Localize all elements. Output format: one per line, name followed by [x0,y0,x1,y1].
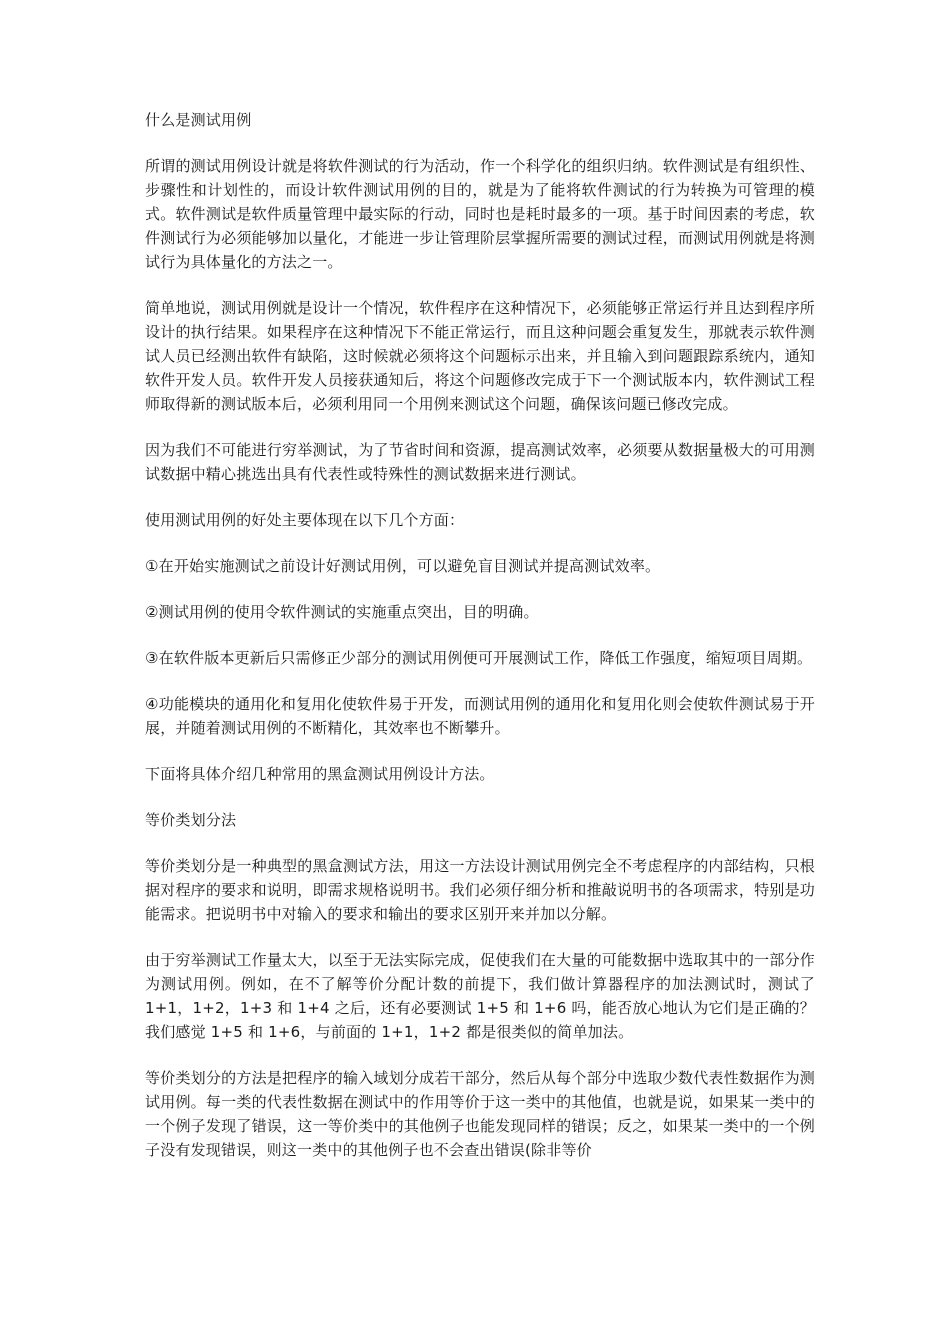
list-item-benefit-2: ②测试用例的使用令软件测试的实施重点突出，目的明确。 [145,603,539,621]
paragraph-simple-explanation: 简单地说，测试用例就是设计一个情况，软件程序在这种情况下，必须能够正常运行并且达到程序所设计的执行结果。如果程序在这种情况下不能正常运行，而且这种问题会重复发生，那就表示软件测试人员已经测出软件有缺陷，这时候就必须将这个问题标示出来，并且输入到问题跟踪系统内，通知软件开发人员。软件开发人员接获通知后，将这个问题修改完成于下一个测试版本内，软件测试工程师取得新的测试版本后，必须利用同一个用例来测试这个问题，确保该问题已修改完成。 [145,299,815,413]
paragraph-equivalence-definition: 等价类划分是一种典型的黑盒测试方法，用这一方法设计测试用例完全不考虑程序的内部结构，只根据对程序的要求和说明，即需求规格说明书。我们必须仔细分析和推敲说明书的各项需求，特别是功能需求。把说明书中对输入的要求和输出的要求区别开来并加以分解。 [145,857,815,923]
paragraph-benefits-intro: 使用测试用例的好处主要体现在以下几个方面： [145,511,465,529]
list-item-benefit-3: ③在软件版本更新后只需修正少部分的测试用例便可开展测试工作，降低工作强度，缩短项目周期。 [145,649,813,667]
paragraph-methods-intro: 下面将具体介绍几种常用的黑盒测试用例设计方法。 [145,765,495,783]
list-item-benefit-1: ①在开始实施测试之前设计好测试用例，可以避免盲目测试并提高测试效率。 [145,557,661,575]
paragraph-definition: 所谓的测试用例设计就是将软件测试的行为活动，作一个科学化的组织归纳。软件测试是有组织性、步骤性和计划性的，而设计软件测试用例的目的，就是为了能将软件测试的行为转换为可管理的模式。软件测试是软件质量管理中最实际的行动，同时也是耗时最多的一项。基于时间因素的考虑，软件测试行为必须能够加以量化，才能进一步让管理阶层掌握所需要的测试过程，而测试用例就是将测试行为具体量化的方法之一。 [145,157,815,271]
section-heading: 等价类划分法 [145,811,237,829]
list-item-benefit-4: ④功能模块的通用化和复用化使软件易于开发，而测试用例的通用化和复用化则会使软件测试易于开展，并随着测试用例的不断精化，其效率也不断攀升。 [145,695,815,737]
paragraph-exhaustive-testing: 因为我们不可能进行穷举测试，为了节省时间和资源，提高测试效率，必须要从数据量极大的可用测试数据中精心挑选出具有代表性或特殊性的测试数据来进行测试。 [145,441,815,483]
paragraph-equivalence-example: 由于穷举测试工作量太大，以至于无法实际完成，促使我们在大量的可能数据中选取其中的一部分作为测试用例。例如，在不了解等价分配计数的前提下，我们做计算器程序的加法测试时，测试了 1+1，1+2，1+3 和 1+4 之后，还有必要测试 1+5 和 1+6 吗，能否放心地认为它们是正确的？我们感觉 1+5 和 1+6，与前面的 1+1，1+2 都是很类似的简单加法。 [145,951,815,1041]
document-page [145,108,815,1184]
document-title: 什么是测试用例 [145,111,252,129]
paragraph-equivalence-method: 等价类划分的方法是把程序的输入域划分成若干部分，然后从每个部分中选取少数代表性数据作为测试用例。每一类的代表性数据在测试中的作用等价于这一类中的其他值，也就是说，如果某一类中的一个例子发现了错误，这一等价类中的其他例子也能发现同样的错误；反之，如果某一类中的一个例子没有发现错误，则这一类中的其他例子也不会查出错误(除非等价 [145,1069,815,1159]
